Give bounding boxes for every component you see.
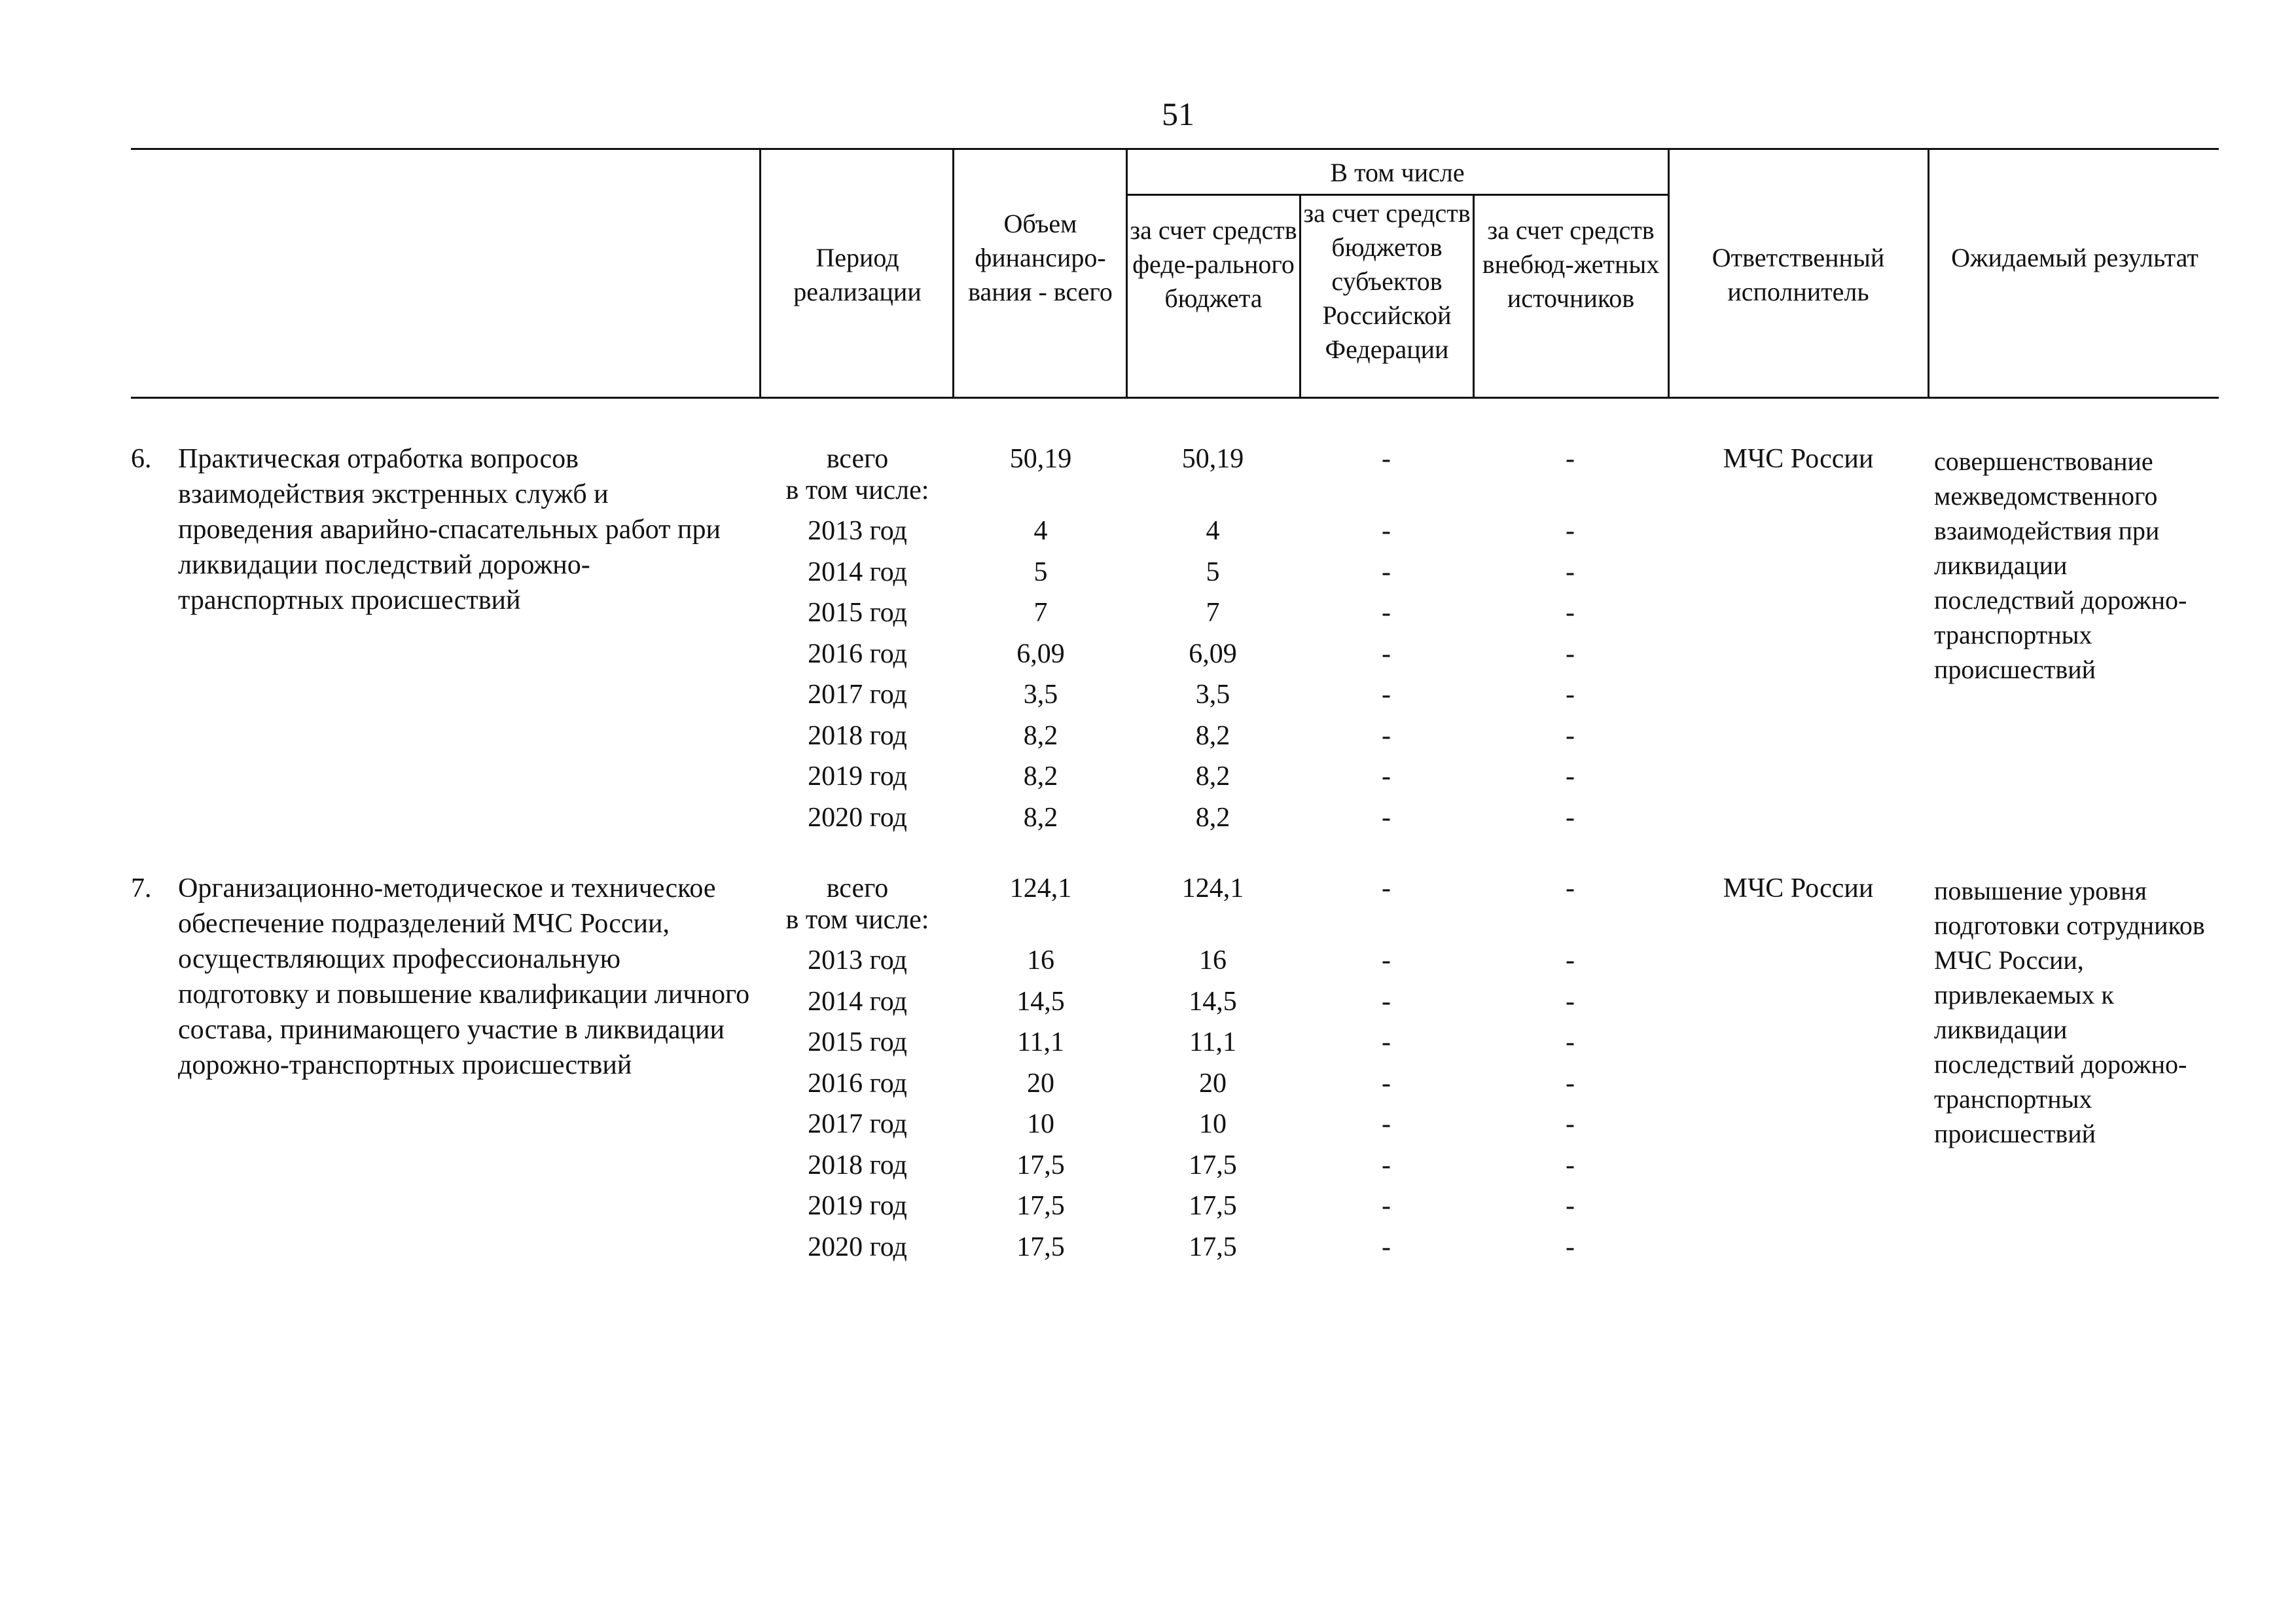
year-label: 2016 год (808, 1068, 907, 1099)
header-volume: Объем финансиро-вания - всего (968, 209, 1113, 306)
year-federal: 17,5 (1189, 1150, 1237, 1180)
header-result: Ожидаемый результат (1951, 243, 2198, 272)
header-federal: за счет средств феде-рального бюджета (1130, 215, 1297, 313)
column-divider (759, 149, 761, 398)
year-label: 2019 год (808, 761, 907, 792)
year-label: 2014 год (808, 557, 907, 587)
year-volume: 5 (1033, 557, 1048, 587)
total-federal: 124,1 (1181, 873, 1244, 903)
year-label: 2018 год (808, 721, 907, 751)
year-regional: - (1382, 598, 1391, 628)
year-volume: 14,5 (1016, 987, 1065, 1017)
year-label: 2015 год (808, 598, 907, 628)
year-label: 2014 год (808, 987, 907, 1017)
total-volume: 50,19 (1009, 444, 1072, 474)
year-extra: - (1566, 680, 1575, 710)
year-volume: 4 (1033, 516, 1048, 546)
total-label: всего (826, 873, 889, 903)
total-regional: - (1382, 873, 1391, 903)
year-label: 2016 год (808, 639, 907, 669)
year-extra: - (1566, 761, 1575, 792)
year-federal: 11,1 (1189, 1027, 1236, 1057)
year-extra: - (1566, 721, 1575, 751)
column-divider (1668, 149, 1670, 398)
total-label: всего (826, 444, 889, 474)
year-federal: 17,5 (1189, 1232, 1237, 1262)
year-volume: 3,5 (1023, 680, 1058, 710)
row-title: Организационно-методическое и техническое обеспечение подразделений МЧС России, осуществляющих профессиональную подготовку и повышение квалификации личного состава, принимающего участие в ликвидации дорожно-транспортных происшествий (178, 873, 750, 1080)
year-federal: 8,2 (1195, 761, 1230, 792)
year-federal: 20 (1199, 1068, 1227, 1099)
year-label: 2020 год (808, 1232, 907, 1262)
executor: МЧС России (1723, 873, 1874, 903)
year-volume: 16 (1027, 945, 1054, 976)
year-federal: 8,2 (1195, 721, 1230, 751)
year-regional: - (1382, 987, 1391, 1017)
year-federal: 16 (1199, 945, 1227, 976)
year-federal: 3,5 (1195, 680, 1230, 710)
year-regional: - (1382, 1191, 1391, 1221)
year-federal: 6,09 (1189, 639, 1237, 669)
header-executor: Ответственный исполнитель (1712, 243, 1885, 306)
year-regional: - (1382, 680, 1391, 710)
year-extra: - (1566, 987, 1575, 1017)
year-federal: 7 (1206, 598, 1220, 628)
year-volume: 10 (1027, 1109, 1054, 1139)
year-volume: 17,5 (1016, 1191, 1065, 1221)
year-regional: - (1382, 516, 1391, 546)
year-label: 2013 год (808, 945, 907, 976)
year-label: 2017 год (808, 1109, 907, 1139)
total-extra: - (1566, 444, 1575, 474)
year-regional: - (1382, 1232, 1391, 1262)
including-label: в том числе: (785, 905, 929, 935)
expected-result: повышение уровня подготовки сотрудников МЧС России, привлекаемых к ликвидации последствий дорожно-транспортных происшествий (1934, 876, 2205, 1148)
year-label: 2017 год (808, 680, 907, 710)
year-regional: - (1382, 1150, 1391, 1180)
column-divider (1928, 149, 1929, 398)
column-divider (1473, 195, 1475, 398)
year-extra: - (1566, 1027, 1575, 1057)
year-volume: 8,2 (1023, 803, 1058, 833)
year-federal: 10 (1199, 1109, 1227, 1139)
year-extra: - (1566, 598, 1575, 628)
year-volume: 20 (1027, 1068, 1054, 1099)
year-extra: - (1566, 516, 1575, 546)
year-extra: - (1566, 1232, 1575, 1262)
year-federal: 8,2 (1195, 803, 1230, 833)
year-regional: - (1382, 639, 1391, 669)
page-number: 51 (1162, 96, 1194, 132)
year-volume: 8,2 (1023, 761, 1058, 792)
total-extra: - (1566, 873, 1575, 903)
year-volume: 17,5 (1016, 1232, 1065, 1262)
year-federal: 14,5 (1189, 987, 1237, 1017)
row-number: 7. (131, 873, 152, 903)
year-label: 2020 год (808, 803, 907, 833)
header-period: Период реализации (793, 243, 922, 306)
year-extra: - (1566, 803, 1575, 833)
year-regional: - (1382, 1027, 1391, 1057)
column-divider (952, 149, 954, 398)
header-bottom-rule (131, 397, 2219, 399)
executor: МЧС России (1723, 444, 1874, 474)
expected-result: совершенствование межведомственного взаимодействия при ликвидации последствий дорожно-транспортных происшествий (1934, 447, 2187, 684)
total-federal: 50,19 (1181, 444, 1244, 474)
header-extra: за счет средств внебюд-жетных источников (1482, 215, 1660, 313)
total-regional: - (1382, 444, 1391, 474)
year-regional: - (1382, 721, 1391, 751)
row-number: 6. (131, 444, 152, 474)
including-label: в том числе: (785, 475, 929, 505)
total-volume: 124,1 (1009, 873, 1072, 903)
year-federal: 4 (1206, 516, 1220, 546)
year-label: 2015 год (808, 1027, 907, 1057)
year-regional: - (1382, 803, 1391, 833)
year-regional: - (1382, 1068, 1391, 1099)
header-including: В том числе (1330, 158, 1465, 187)
year-regional: - (1382, 557, 1391, 587)
year-extra: - (1566, 945, 1575, 976)
row-title: Практическая отработка вопросов взаимодействия экстренных служб и проведения аварийно-спасательных работ при ликвидации последствий дорожно-транспортных происшествий (178, 444, 721, 615)
header-top-rule (131, 148, 2219, 150)
year-extra: - (1566, 1109, 1575, 1139)
year-federal: 5 (1206, 557, 1220, 587)
column-divider (1299, 195, 1301, 398)
year-extra: - (1566, 1068, 1575, 1099)
year-volume: 17,5 (1016, 1150, 1065, 1180)
year-label: 2019 год (808, 1191, 907, 1221)
year-extra: - (1566, 1150, 1575, 1180)
year-label: 2018 год (808, 1150, 907, 1180)
year-extra: - (1566, 557, 1575, 587)
year-volume: 11,1 (1017, 1027, 1064, 1057)
year-volume: 7 (1033, 598, 1048, 628)
year-volume: 8,2 (1023, 721, 1058, 751)
year-regional: - (1382, 945, 1391, 976)
year-regional: - (1382, 1109, 1391, 1139)
year-label: 2013 год (808, 516, 907, 546)
year-volume: 6,09 (1016, 639, 1065, 669)
including-rule (1126, 194, 1668, 196)
year-extra: - (1566, 639, 1575, 669)
year-extra: - (1566, 1191, 1575, 1221)
year-federal: 17,5 (1189, 1191, 1237, 1221)
year-regional: - (1382, 761, 1391, 792)
header-regional: за счет средств бюджетов субъектов Российской Федерации (1303, 198, 1471, 364)
